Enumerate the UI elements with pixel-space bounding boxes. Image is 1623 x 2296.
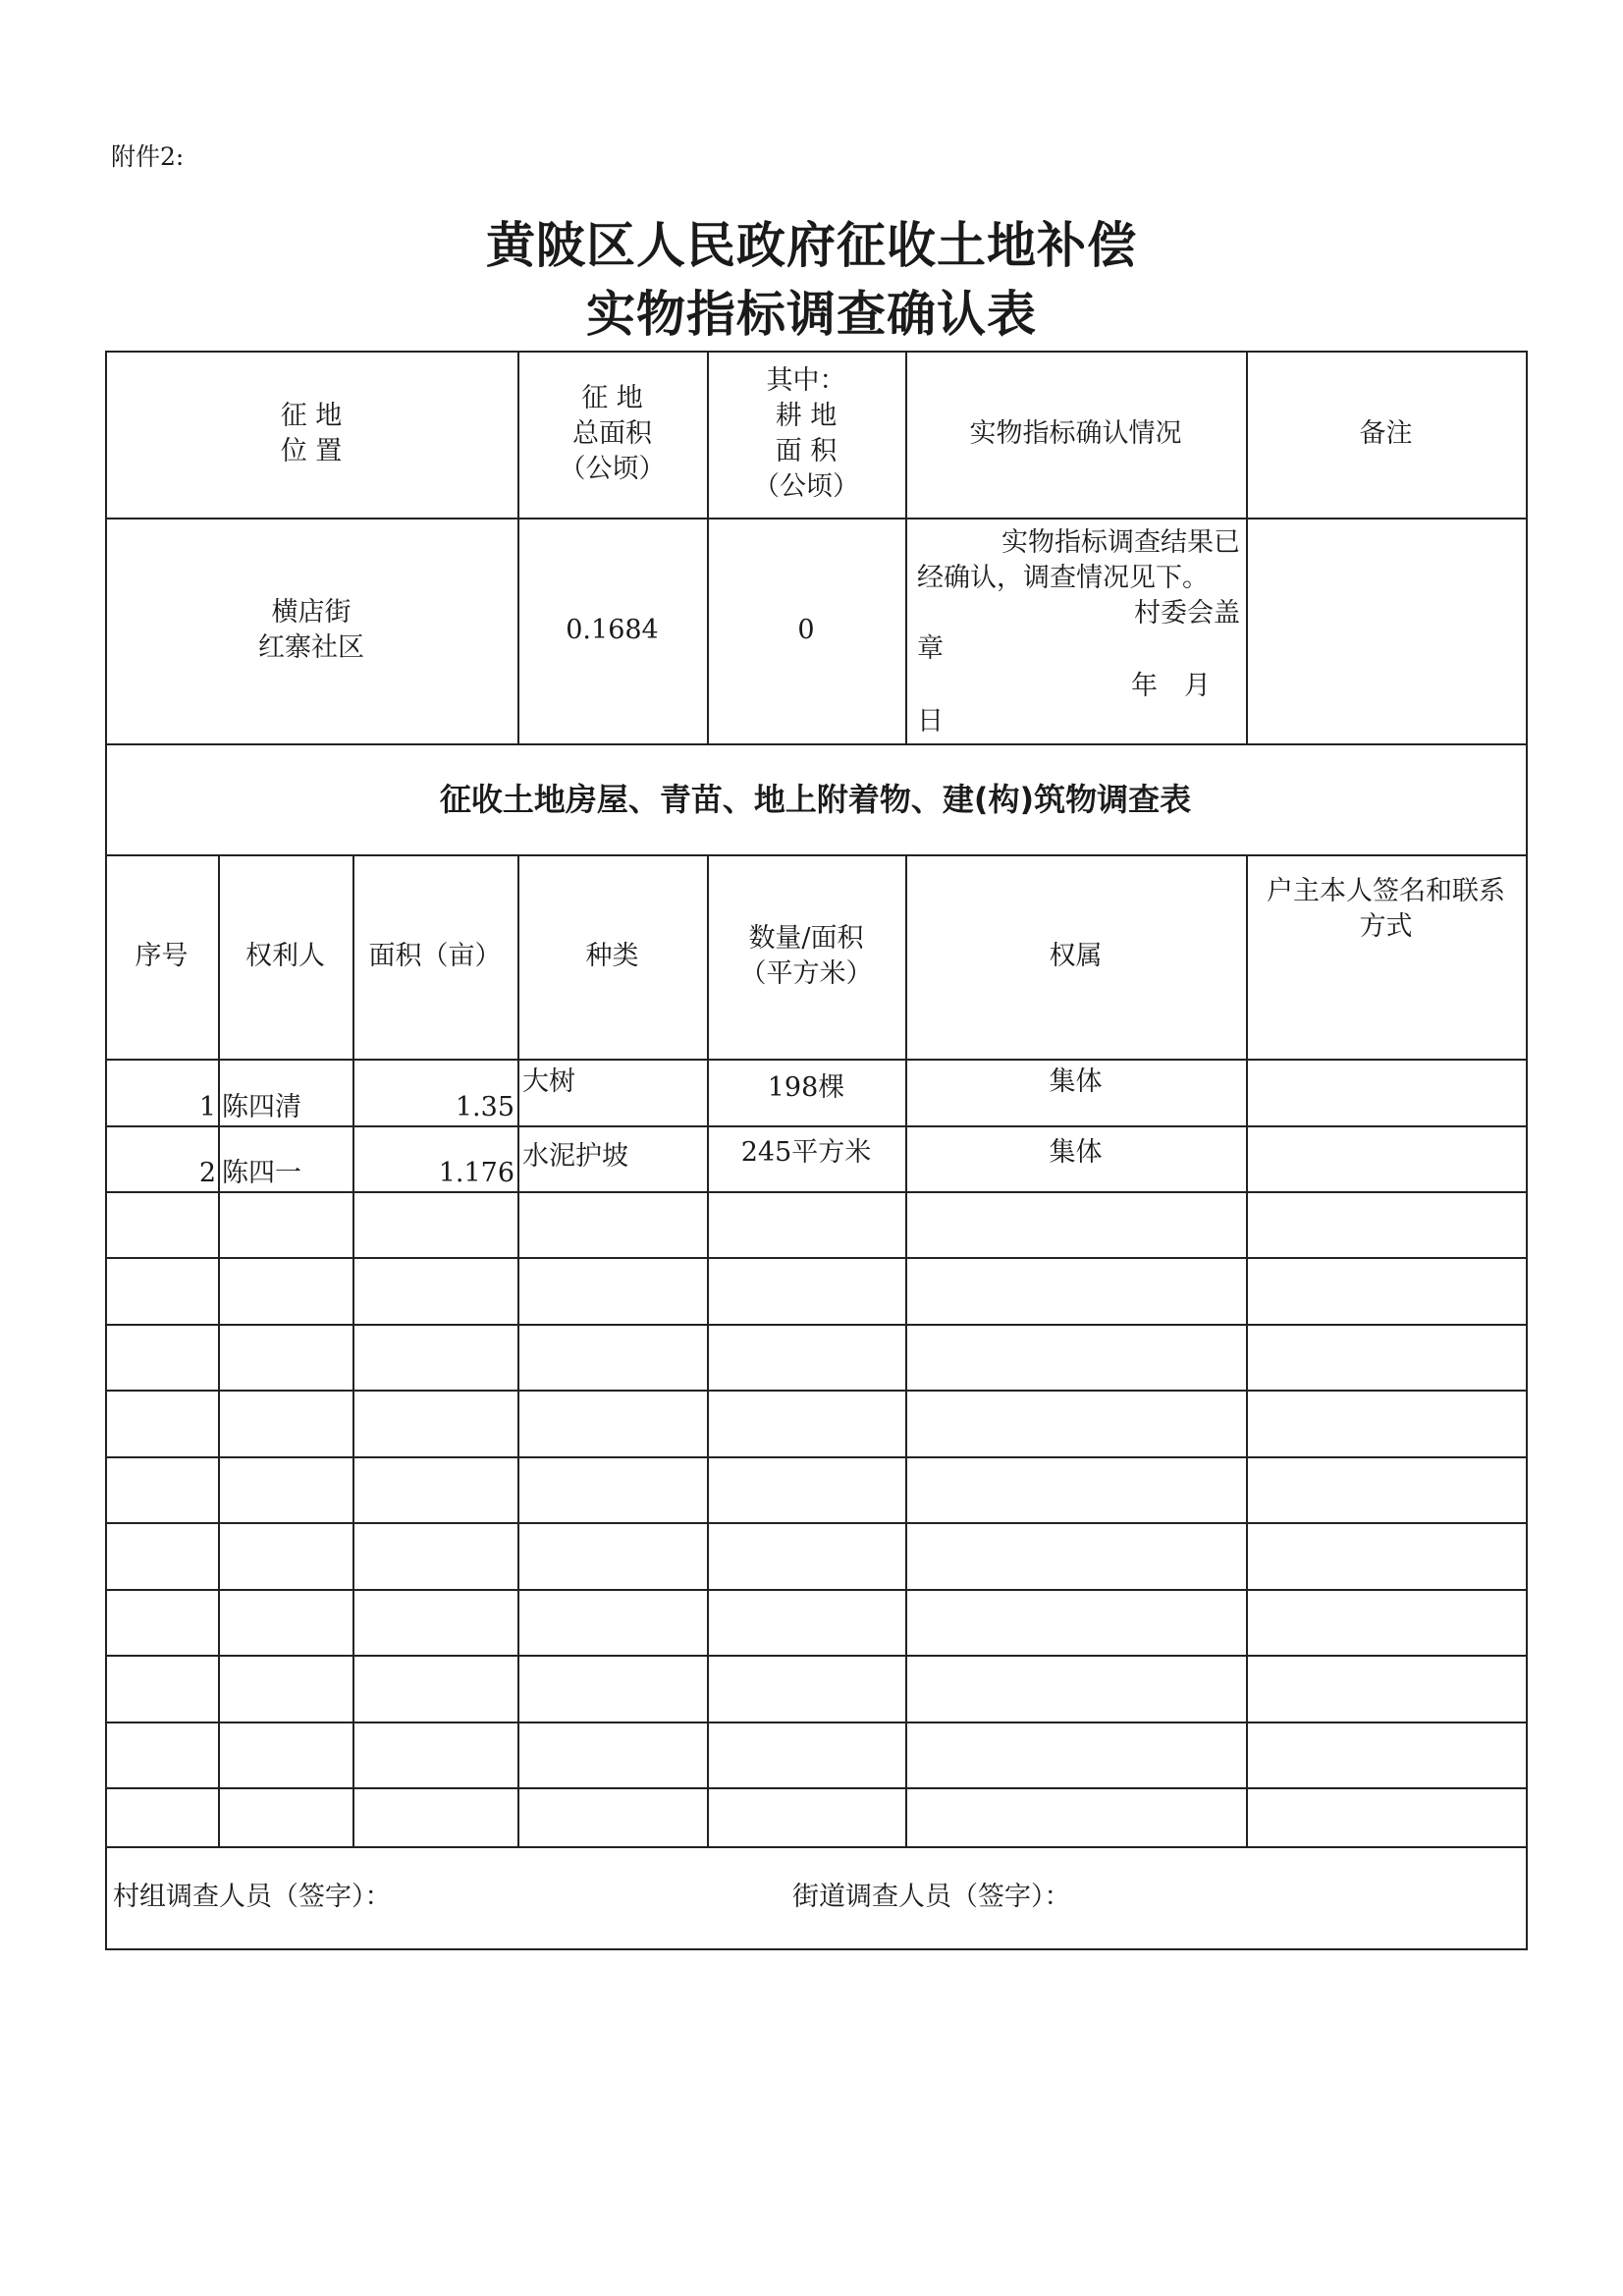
table-rule [105, 1059, 1528, 1061]
table-rule [105, 1390, 1528, 1392]
header-remarks: 备注 [1359, 418, 1413, 449]
row1-quantity: 198棵 [767, 1072, 845, 1103]
row2-no: 2 [198, 1158, 216, 1188]
cell-total-area: 0.1684 [566, 615, 659, 645]
header-signature: 户主本人签名和联系 方式 [1267, 876, 1505, 942]
row2-type: 水泥护坡 [522, 1141, 628, 1172]
street-investigator-signature: 街道调查人员（签字）： [792, 1882, 1071, 1912]
table-rule [105, 518, 1528, 519]
confirmation-line2: 经确认，调查情况见下。 [917, 563, 1209, 593]
cell-farmland-area: 0 [797, 615, 815, 645]
row1-area-mu: 1.35 [455, 1092, 514, 1122]
confirmation-line6: 日 [917, 706, 944, 737]
table-rule [105, 1456, 1528, 1458]
confirmation-line5: 年 月 [1131, 671, 1211, 701]
header-farmland-area: 其中： 耕 地 面 积 （公顷） [753, 365, 859, 502]
row1-type: 大树 [522, 1066, 575, 1097]
table-rule [905, 351, 907, 745]
header-owner: 权利人 [245, 941, 325, 971]
table-rule [707, 854, 709, 1848]
header-quantity: 数量/面积 （平方米） [739, 923, 873, 989]
confirmation-line4: 章 [917, 633, 944, 664]
header-ownership: 权属 [1049, 941, 1103, 971]
table-rule [105, 1589, 1528, 1591]
section-title: 征收土地房屋、青苗、地上附着物、建(构)筑物调查表 [439, 780, 1192, 818]
row2-ownership: 集体 [1049, 1137, 1103, 1168]
table-rule [105, 1846, 1528, 1848]
confirmation-line3: 村委会盖 [1134, 598, 1240, 629]
cell-remarks [1246, 518, 1526, 743]
row1-signature [1246, 1059, 1526, 1125]
document-title-line1: 黄陂区人民政府征收土地补偿 [486, 217, 1137, 274]
row2-signature [1246, 1125, 1526, 1191]
table-rule [218, 854, 220, 1848]
table-rule [707, 351, 709, 745]
cell-confirmation [905, 518, 1246, 743]
table-rule [105, 1722, 1528, 1723]
confirmation-line1: 实物指标调查结果已 [1001, 527, 1240, 558]
survey-form-table [105, 351, 1526, 1948]
header-no: 序号 [135, 941, 189, 971]
table-rule [105, 1257, 1528, 1259]
header-location: 征 地 位 置 [280, 401, 343, 466]
header-area-mu: 面积（亩） [368, 941, 502, 971]
header-type: 种类 [585, 941, 639, 971]
table-rule [105, 743, 1528, 745]
table-rule [517, 351, 519, 745]
cell-location: 横店街 红寨社区 [258, 597, 364, 663]
table-rule [105, 854, 1528, 856]
row2-owner: 陈四一 [222, 1158, 301, 1188]
table-rule [517, 854, 519, 1848]
header-total-area: 征 地 总面积 （公顷） [559, 383, 666, 484]
row2-quantity: 245平方米 [740, 1137, 872, 1168]
table-rule [905, 854, 907, 1848]
row1-no: 1 [198, 1092, 216, 1122]
header-confirmation: 实物指标确认情况 [969, 418, 1182, 449]
table-rule [105, 351, 107, 1950]
table-rule [1526, 351, 1528, 1950]
table-rule [105, 351, 1528, 353]
table-rule [105, 1125, 1528, 1127]
table-rule [1246, 854, 1248, 1848]
table-rule [105, 1191, 1528, 1193]
row1-owner: 陈四清 [222, 1092, 301, 1122]
village-investigator-signature: 村组调查人员（签字）： [113, 1882, 392, 1912]
table-rule [105, 1522, 1528, 1524]
table-rule [105, 1655, 1528, 1657]
table-rule [105, 1948, 1528, 1950]
document-title-line2: 实物指标调查确认表 [586, 286, 1037, 343]
table-rule [105, 1787, 1528, 1789]
attachment-label: 附件2: [111, 142, 185, 171]
row1-ownership: 集体 [1049, 1066, 1103, 1097]
table-rule [105, 1324, 1528, 1326]
table-rule [1246, 351, 1248, 745]
table-rule [352, 854, 354, 1848]
row2-area-mu: 1.176 [438, 1158, 514, 1188]
